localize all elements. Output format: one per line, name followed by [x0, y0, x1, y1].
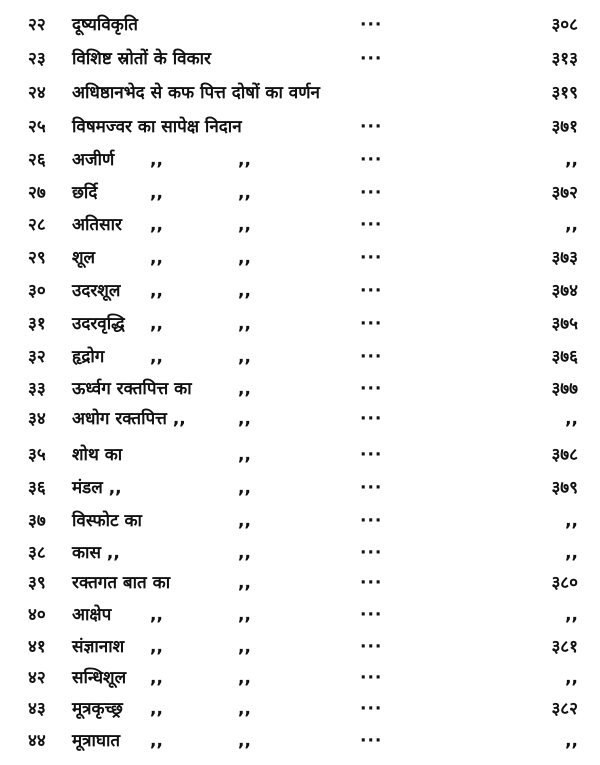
- page-number: ,,: [565, 543, 578, 563]
- page-number: ३७८: [551, 445, 578, 465]
- leader-dots: ···: [360, 478, 383, 498]
- toc-entry: [0, 632, 600, 662]
- entry-number: ४०: [28, 605, 46, 625]
- entry-number: ३८: [28, 543, 46, 563]
- leader-dots: ···: [360, 281, 383, 301]
- page-number: ३१३: [551, 49, 578, 69]
- toc-entry: [0, 663, 600, 693]
- ditto-mark: ,,: [238, 150, 251, 170]
- page-number: ,,: [565, 215, 578, 235]
- entry-title: अजीर्ण: [72, 150, 115, 170]
- ditto-mark: ,,: [238, 511, 251, 531]
- page-number: ,,: [565, 511, 578, 531]
- ditto-mark: ,,: [238, 314, 251, 334]
- leader-dots: ···: [360, 183, 383, 203]
- page-number: ,,: [565, 150, 578, 170]
- page-number: ३७१: [551, 117, 578, 137]
- entry-number: ३३: [28, 379, 46, 399]
- entry-number: २५: [28, 117, 46, 137]
- leader-dots: ···: [360, 668, 383, 688]
- entry-title: उदरशूल: [72, 281, 121, 301]
- ditto-mark: ,,: [238, 379, 251, 399]
- ditto-mark: ,,: [150, 699, 163, 719]
- ditto-mark: ,,: [150, 314, 163, 334]
- entry-number: ३६: [28, 478, 46, 498]
- ditto-mark: ,,: [150, 668, 163, 688]
- entry-title: कास ,,: [72, 543, 120, 563]
- ditto-mark: ,,: [238, 445, 251, 465]
- entry-title: मूत्राघात: [72, 731, 121, 751]
- leader-dots: ···: [360, 573, 383, 593]
- entry-title: शोथ का: [72, 445, 123, 465]
- leader-dots: ···: [360, 248, 383, 268]
- toc-entry: [0, 694, 600, 724]
- leader-dots: ···: [360, 117, 383, 137]
- toc-entry: [0, 78, 600, 108]
- entry-title: विशिष्ट स्रोतों के विकार: [72, 49, 211, 69]
- entry-number: ३४: [28, 409, 46, 429]
- toc-entry: [0, 568, 600, 598]
- entry-title: अतिसार: [72, 215, 122, 235]
- ditto-mark: ,,: [238, 215, 251, 235]
- leader-dots: ···: [360, 699, 383, 719]
- page-number: ३७३: [551, 248, 578, 268]
- entry-title: अधोग रक्तपित्त ,,: [72, 409, 186, 429]
- toc-entry: [0, 210, 600, 240]
- page-number: ३७७: [551, 379, 578, 399]
- ditto-mark: ,,: [150, 183, 163, 203]
- page-number: ३८२: [551, 699, 578, 719]
- toc-entry: [0, 726, 600, 756]
- toc-entry: [0, 506, 600, 536]
- ditto-mark: ,,: [150, 248, 163, 268]
- toc-entry: [0, 440, 600, 470]
- entry-number: ४३: [28, 699, 46, 719]
- entry-title: संज्ञानाश: [72, 637, 125, 657]
- entry-title: विषमज्वर का सापेक्ष निदान: [72, 117, 242, 137]
- leader-dots: ···: [360, 314, 383, 334]
- entry-number: ३०: [28, 281, 46, 301]
- ditto-mark: ,,: [150, 605, 163, 625]
- toc-entry: [0, 600, 600, 630]
- page-number: ३८०: [551, 573, 578, 593]
- entry-title: दूष्यविकृति: [72, 15, 138, 35]
- leader-dots: ···: [360, 605, 383, 625]
- entry-title: शूल: [72, 248, 96, 268]
- ditto-mark: ,,: [150, 215, 163, 235]
- toc-entry: [0, 538, 600, 568]
- entry-number: ३९: [28, 573, 46, 593]
- ditto-mark: ,,: [238, 409, 251, 429]
- leader-dots: ···: [360, 511, 383, 531]
- entry-title: ऊर्ध्वग रक्तपित्त का: [72, 379, 192, 399]
- entry-number: ३५: [28, 445, 46, 465]
- entry-title: विस्फोट का: [72, 511, 142, 531]
- leader-dots: ···: [360, 445, 383, 465]
- ditto-mark: ,,: [238, 478, 251, 498]
- page-number: ३८१: [551, 637, 578, 657]
- page-number: ,,: [565, 668, 578, 688]
- toc-entry: [0, 276, 600, 306]
- page-number: ३७४: [551, 281, 578, 301]
- entry-title: उदरवृद्धि: [72, 314, 125, 334]
- toc-entry: [0, 112, 600, 142]
- leader-dots: ···: [360, 637, 383, 657]
- page-number: ,,: [565, 605, 578, 625]
- entry-title: सन्धिशूल: [72, 668, 127, 688]
- toc-entry: [0, 243, 600, 273]
- toc-entry: [0, 44, 600, 74]
- ditto-mark: ,,: [238, 668, 251, 688]
- entry-title: मूत्रकृच्छ्र: [72, 699, 123, 719]
- leader-dots: ···: [360, 150, 383, 170]
- page-number: ३७२: [551, 183, 578, 203]
- ditto-mark: ,,: [238, 637, 251, 657]
- ditto-mark: ,,: [150, 281, 163, 301]
- leader-dots: ···: [360, 15, 383, 35]
- ditto-mark: ,,: [238, 573, 251, 593]
- leader-dots: ···: [360, 379, 383, 399]
- page-number: ३७५: [551, 314, 578, 334]
- toc-entry: [0, 10, 600, 40]
- toc-entry: [0, 178, 600, 208]
- page-number: ३७९: [551, 478, 578, 498]
- ditto-mark: ,,: [238, 347, 251, 367]
- entry-number: ४४: [28, 731, 46, 751]
- leader-dots: ···: [360, 49, 383, 69]
- entry-number: २४: [28, 83, 46, 103]
- entry-number: ३१: [28, 314, 46, 334]
- entry-number: ३७: [28, 511, 46, 531]
- entry-title: मंडल ,,: [72, 478, 122, 498]
- entry-number: २३: [28, 49, 46, 69]
- page-number: ,,: [565, 731, 578, 751]
- ditto-mark: ,,: [150, 150, 163, 170]
- page-number: ,,: [565, 409, 578, 429]
- entry-number: २७: [28, 183, 46, 203]
- entry-title: अधिष्ठानभेद से कफ पित्त दोषों का वर्णन: [72, 83, 320, 103]
- toc-entry: [0, 374, 600, 404]
- leader-dots: ···: [360, 215, 383, 235]
- ditto-mark: ,,: [238, 543, 251, 563]
- entry-number: २६: [28, 150, 46, 170]
- toc-entry: [0, 309, 600, 339]
- ditto-mark: ,,: [150, 731, 163, 751]
- ditto-mark: ,,: [238, 605, 251, 625]
- entry-number: ४२: [28, 668, 46, 688]
- entry-title: रक्तगत बात का: [72, 573, 171, 593]
- leader-dots: ···: [360, 731, 383, 751]
- toc-entry: [0, 473, 600, 503]
- entry-number: ४१: [28, 637, 46, 657]
- leader-dots: ···: [360, 409, 383, 429]
- ditto-mark: ,,: [238, 183, 251, 203]
- entry-number: २८: [28, 215, 46, 235]
- entry-title: आक्षेप: [72, 605, 112, 625]
- leader-dots: ···: [360, 347, 383, 367]
- toc-entry: [0, 145, 600, 175]
- entry-number: ३२: [28, 347, 46, 367]
- entry-title: छर्दि: [72, 183, 98, 203]
- entry-number: २२: [28, 15, 46, 35]
- ditto-mark: ,,: [238, 731, 251, 751]
- ditto-mark: ,,: [238, 248, 251, 268]
- leader-dots: ···: [360, 543, 383, 563]
- page-number: ३१९: [551, 83, 578, 103]
- entry-title: हृद्रोग: [72, 347, 105, 367]
- ditto-mark: ,,: [238, 281, 251, 301]
- entry-number: २९: [28, 248, 46, 268]
- page-number: ३०८: [551, 15, 578, 35]
- ditto-mark: ,,: [238, 699, 251, 719]
- ditto-mark: ,,: [150, 347, 163, 367]
- toc-entry: [0, 404, 600, 434]
- toc-entry: [0, 342, 600, 372]
- ditto-mark: ,,: [150, 637, 163, 657]
- page-number: ३७६: [551, 347, 578, 367]
